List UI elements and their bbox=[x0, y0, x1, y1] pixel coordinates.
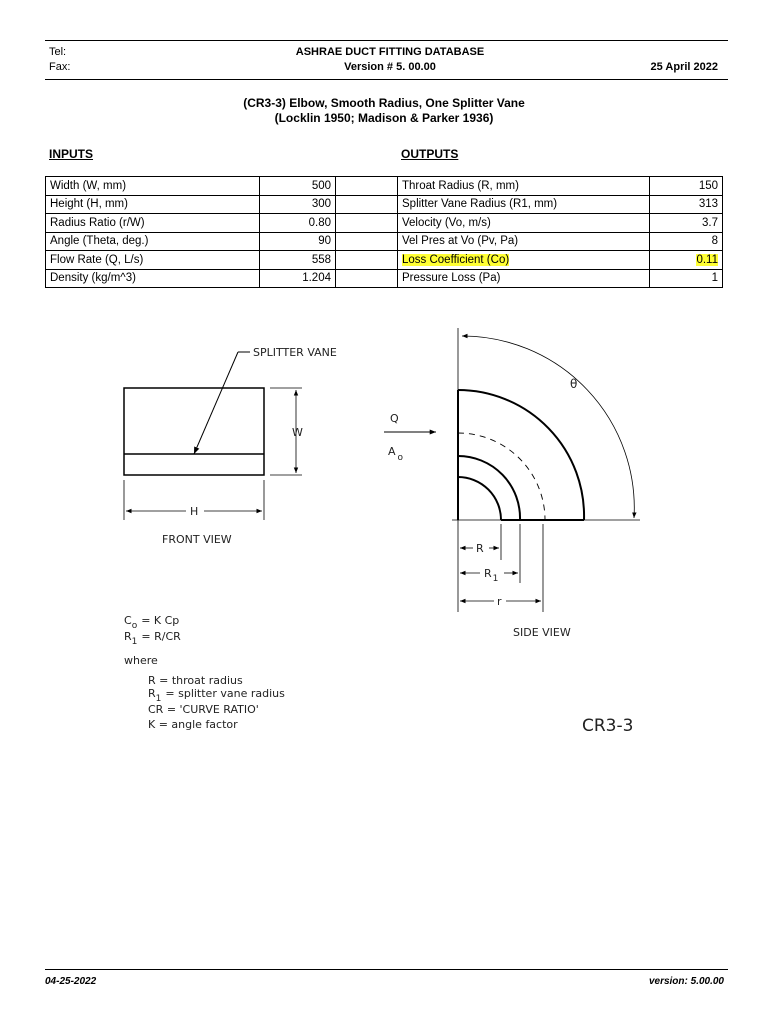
output-label bbox=[398, 251, 650, 270]
output-value: 1 bbox=[650, 269, 723, 288]
input-label: Height (H, mm) bbox=[46, 195, 260, 214]
front-view-label: FRONT VIEW bbox=[162, 533, 232, 546]
input-label: Angle (Theta, deg.) bbox=[46, 232, 260, 251]
side-view-label: SIDE VIEW bbox=[513, 626, 571, 639]
header-rule bbox=[45, 79, 728, 80]
spacer-cell bbox=[336, 177, 398, 196]
header-date: 25 April 2022 bbox=[650, 61, 718, 73]
output-label: Vel Pres at Vo (Pv, Pa) bbox=[398, 232, 650, 251]
front-view bbox=[124, 352, 302, 520]
table-row bbox=[46, 269, 398, 288]
centerline-arc bbox=[458, 433, 545, 520]
footer-date: 04-25-2022 bbox=[45, 976, 97, 987]
input-value[interactable]: 90 bbox=[260, 232, 336, 251]
definition-r1: $R_1$ = splitter vane radius bbox=[148, 687, 285, 704]
input-value[interactable]: 300 bbox=[260, 195, 336, 214]
outputs-table bbox=[397, 176, 723, 288]
q-label: Q bbox=[390, 412, 399, 425]
output-label: Splitter Vane Radius (R1, mm) bbox=[398, 195, 650, 214]
outputs-heading: OUTPUTS bbox=[401, 147, 459, 161]
input-label: Radius Ratio (r/W) bbox=[46, 214, 260, 233]
loss-coefficient-label: Loss Coefficient (Co) bbox=[402, 253, 510, 266]
output-label: Pressure Loss (Pa) bbox=[398, 269, 650, 288]
definition-r: R = throat radius bbox=[148, 674, 243, 687]
fitting-drawing bbox=[0, 300, 768, 760]
spacer-cell bbox=[336, 251, 398, 270]
output-label: Throat Radius (R, mm) bbox=[398, 177, 650, 196]
table-row bbox=[46, 214, 398, 233]
table-row bbox=[398, 251, 723, 270]
h-label: H bbox=[190, 505, 199, 518]
fitting-title: (CR3-3) Elbow, Smooth Radius, One Splitter Vane bbox=[243, 96, 525, 110]
r-label: R bbox=[476, 542, 484, 555]
table-row bbox=[398, 195, 723, 214]
equation-co: $C_o = K$ Cp bbox=[124, 614, 180, 631]
input-label: Density (kg/m^3) bbox=[46, 269, 260, 288]
footer-rule bbox=[45, 969, 728, 970]
output-value: 150 bbox=[650, 177, 723, 196]
r-small-label: r bbox=[497, 595, 502, 608]
loss-coefficient-value: 0.11 bbox=[696, 253, 718, 266]
version-label: Version # 5. 00.00 bbox=[344, 61, 436, 73]
table-row bbox=[398, 269, 723, 288]
fitting-code-label: CR3-3 bbox=[582, 716, 634, 736]
splitter-vane-arc bbox=[458, 456, 520, 520]
spacer-cell bbox=[336, 195, 398, 214]
output-label: Velocity (Vo, m/s) bbox=[398, 214, 650, 233]
fax-label: Fax: bbox=[49, 61, 71, 73]
where-label: where bbox=[124, 654, 158, 667]
database-title: ASHRAE DUCT FITTING DATABASE bbox=[295, 46, 485, 58]
inputs-heading: INPUTS bbox=[49, 147, 94, 161]
table-row bbox=[398, 214, 723, 233]
tel-label: Tel: bbox=[49, 46, 67, 58]
side-view bbox=[384, 328, 640, 612]
r1-label: $R_1$ bbox=[484, 567, 499, 584]
inner-radius-wall bbox=[458, 477, 501, 520]
input-value[interactable]: 0.80 bbox=[260, 214, 336, 233]
w-label: W bbox=[292, 426, 303, 439]
table-row bbox=[46, 195, 398, 214]
table-row bbox=[46, 177, 398, 196]
table-row bbox=[398, 232, 723, 251]
theta-label: θ bbox=[570, 377, 578, 391]
output-value bbox=[650, 251, 723, 270]
outer-radius-wall bbox=[458, 390, 584, 520]
splitter-leader bbox=[194, 352, 238, 454]
input-value[interactable]: 558 bbox=[260, 251, 336, 270]
area-label: A $_o$ bbox=[388, 445, 404, 463]
splitter-vane-label: SPLITTER VANE bbox=[253, 346, 337, 359]
output-value: 313 bbox=[650, 195, 723, 214]
spacer-cell bbox=[336, 214, 398, 233]
top-rule bbox=[45, 40, 728, 41]
input-value[interactable]: 500 bbox=[260, 177, 336, 196]
spacer-cell bbox=[336, 269, 398, 288]
table-row bbox=[46, 232, 398, 251]
spacer-cell bbox=[336, 232, 398, 251]
table-row bbox=[398, 177, 723, 196]
input-value[interactable]: 1.204 bbox=[260, 269, 336, 288]
equation-r1: $R_1 = R/CR$ bbox=[124, 630, 181, 647]
input-label: Width (W, mm) bbox=[46, 177, 260, 196]
table-row bbox=[46, 251, 398, 270]
definition-k: K = angle factor bbox=[148, 718, 238, 731]
input-label: Flow Rate (Q, L/s) bbox=[46, 251, 260, 270]
inputs-table bbox=[45, 176, 398, 288]
front-view-duct bbox=[124, 388, 264, 475]
footer-version: version: 5.00.00 bbox=[648, 976, 724, 987]
definition-cr: CR = 'CURVE RATIO' bbox=[148, 703, 259, 716]
output-value: 3.7 bbox=[650, 214, 723, 233]
fitting-source: (Locklin 1950; Madison & Parker 1936) bbox=[274, 111, 494, 125]
output-value: 8 bbox=[650, 232, 723, 251]
